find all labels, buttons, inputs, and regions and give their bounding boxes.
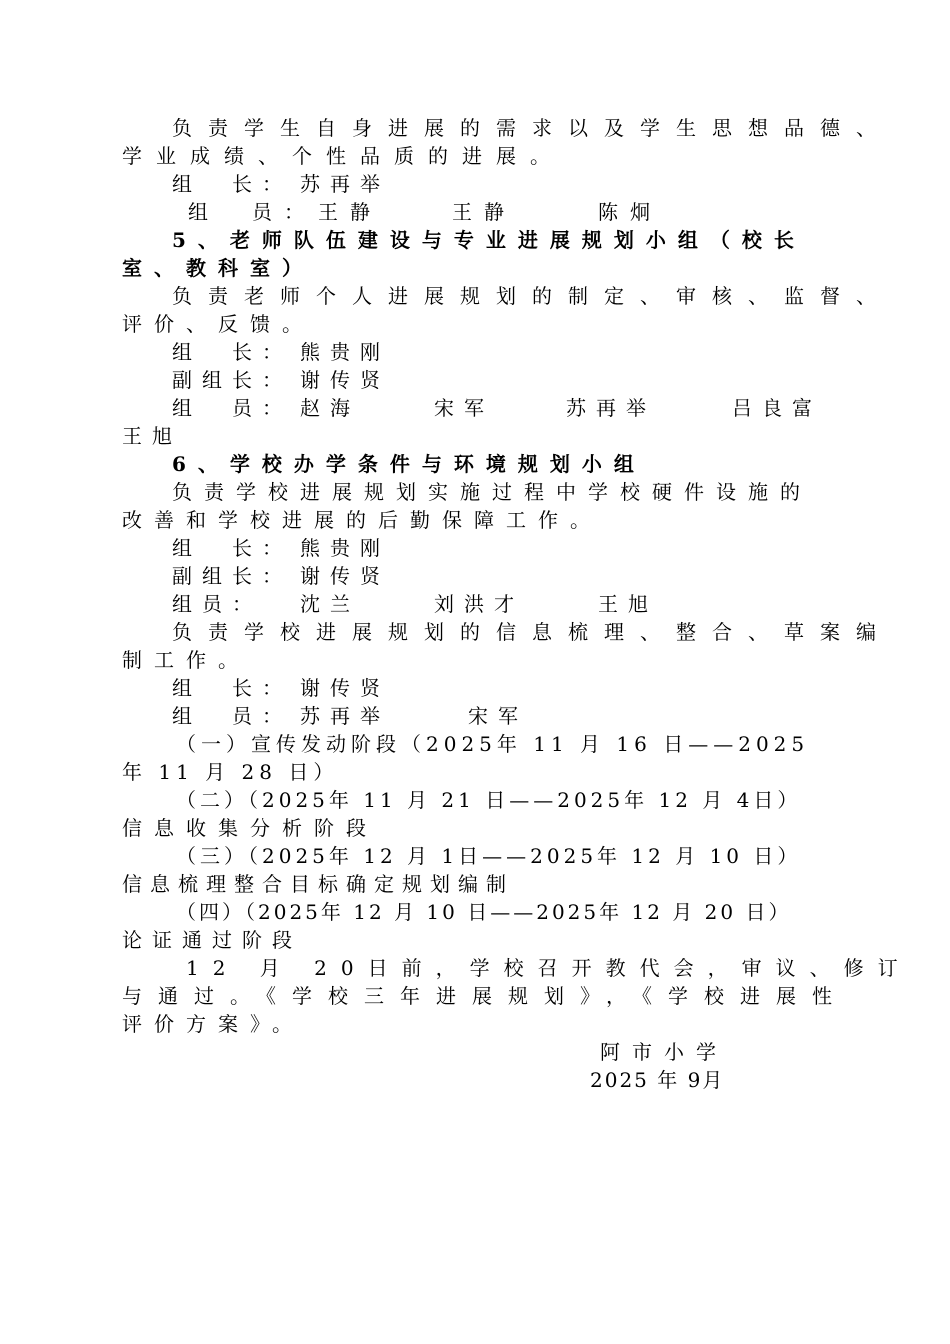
role-label: 组 长： bbox=[172, 536, 292, 560]
signature-organization: 阿市小学 bbox=[600, 1040, 728, 1064]
role-label: 组 员： bbox=[172, 396, 292, 420]
schedule-stage-line: 信息梳理整合目标确定规划编制 bbox=[122, 872, 514, 896]
schedule-stage-line: （一）宣传发动阶段（2025年 11 月 16 日——2025 bbox=[176, 732, 810, 756]
group-vice-leader-line bbox=[172, 562, 390, 590]
group-leader-line bbox=[172, 338, 390, 366]
person-name: 苏再举 bbox=[566, 396, 656, 420]
group-members-line bbox=[172, 702, 528, 730]
group-vice-leader-line bbox=[172, 366, 390, 394]
role-label: 副组长： bbox=[172, 564, 292, 588]
group-members-continued: 王旭 bbox=[122, 424, 182, 448]
person-name: 王旭 bbox=[598, 592, 658, 616]
paragraph-line: 负责学校进展规划实施过程中学校硬件设施的 bbox=[172, 480, 812, 504]
person-name: 谢传贤 bbox=[300, 564, 390, 588]
schedule-stage-line: （三）（2025年 12 月 1日——2025年 12 月 10 日） bbox=[176, 844, 802, 868]
person-name: 刘洪才 bbox=[434, 592, 524, 616]
section-heading: 室、教科室） bbox=[122, 256, 314, 280]
role-label: 组 长： bbox=[172, 340, 292, 364]
paragraph-line: 12 月 20日前，学校召开教代会，审议、修订 bbox=[186, 956, 912, 980]
schedule-stage-line: （二）（2025年 11 月 21 日——2025年 12 月 4日） bbox=[176, 788, 802, 812]
section-heading: 5、老师队伍建设与专业进展规划小组（校长 bbox=[172, 228, 806, 252]
role-label: 组员： bbox=[172, 592, 262, 616]
person-name: 宋军 bbox=[468, 704, 528, 728]
group-leader-line bbox=[172, 674, 390, 702]
person-name: 沈兰 bbox=[300, 592, 360, 616]
section-heading: 6、学校办学条件与环境规划小组 bbox=[172, 452, 646, 476]
person-name: 吕良富 bbox=[732, 396, 822, 420]
group-members-line bbox=[172, 590, 658, 618]
person-name: 王静 bbox=[452, 200, 516, 224]
role-label: 副组长： bbox=[172, 368, 292, 392]
group-members-line bbox=[188, 198, 662, 226]
paragraph-line: 与通过。《学校三年进展规划》，《学校进展性 bbox=[122, 984, 848, 1008]
signature-date: 2025 年 9月 bbox=[590, 1068, 725, 1092]
person-name: 赵海 bbox=[300, 396, 360, 420]
person-name: 谢传贤 bbox=[300, 368, 390, 392]
group-members-line bbox=[172, 394, 822, 422]
role-label: 组 长： bbox=[172, 172, 292, 196]
schedule-stage-line: 信息收集分析阶段 bbox=[122, 816, 378, 840]
person-name: 苏再举 bbox=[300, 172, 390, 196]
schedule-stage-line: （四）（2025年 12 月 10 日——2025年 12 月 20 日） bbox=[176, 900, 792, 924]
paragraph-line: 改善和学校进展的后勤保障工作。 bbox=[122, 508, 602, 532]
person-name: 宋军 bbox=[434, 396, 494, 420]
role-label: 组 长： bbox=[172, 676, 292, 700]
paragraph-line: 负责老师个人进展规划的制定、审核、监督、 bbox=[172, 284, 892, 308]
group-leader-line bbox=[172, 534, 390, 562]
paragraph-line: 评价方案》。 bbox=[122, 1012, 304, 1036]
person-name: 陈炯 bbox=[598, 200, 662, 224]
paragraph-line: 负责学生自身进展的需求以及学生思想品德、 bbox=[172, 116, 892, 140]
person-name: 熊贵刚 bbox=[300, 340, 390, 364]
person-name: 苏再举 bbox=[300, 704, 390, 728]
paragraph-line: 学业成绩、个性品质的进展。 bbox=[122, 144, 564, 168]
group-leader-line bbox=[172, 170, 390, 198]
person-name: 熊贵刚 bbox=[300, 536, 390, 560]
person-name: 谢传贤 bbox=[300, 676, 390, 700]
role-label: 组 员： bbox=[188, 200, 316, 224]
paragraph-line: 评价、反馈。 bbox=[122, 312, 314, 336]
role-label: 组 员： bbox=[172, 704, 292, 728]
schedule-stage-line: 年 11 月 28 日） bbox=[122, 760, 339, 784]
person-name: 王静 bbox=[318, 200, 382, 224]
paragraph-line: 制工作。 bbox=[122, 648, 250, 672]
paragraph-line: 负责学校进展规划的信息梳理、整合、草案编 bbox=[172, 620, 892, 644]
schedule-stage-line: 论证通过阶段 bbox=[122, 928, 302, 952]
